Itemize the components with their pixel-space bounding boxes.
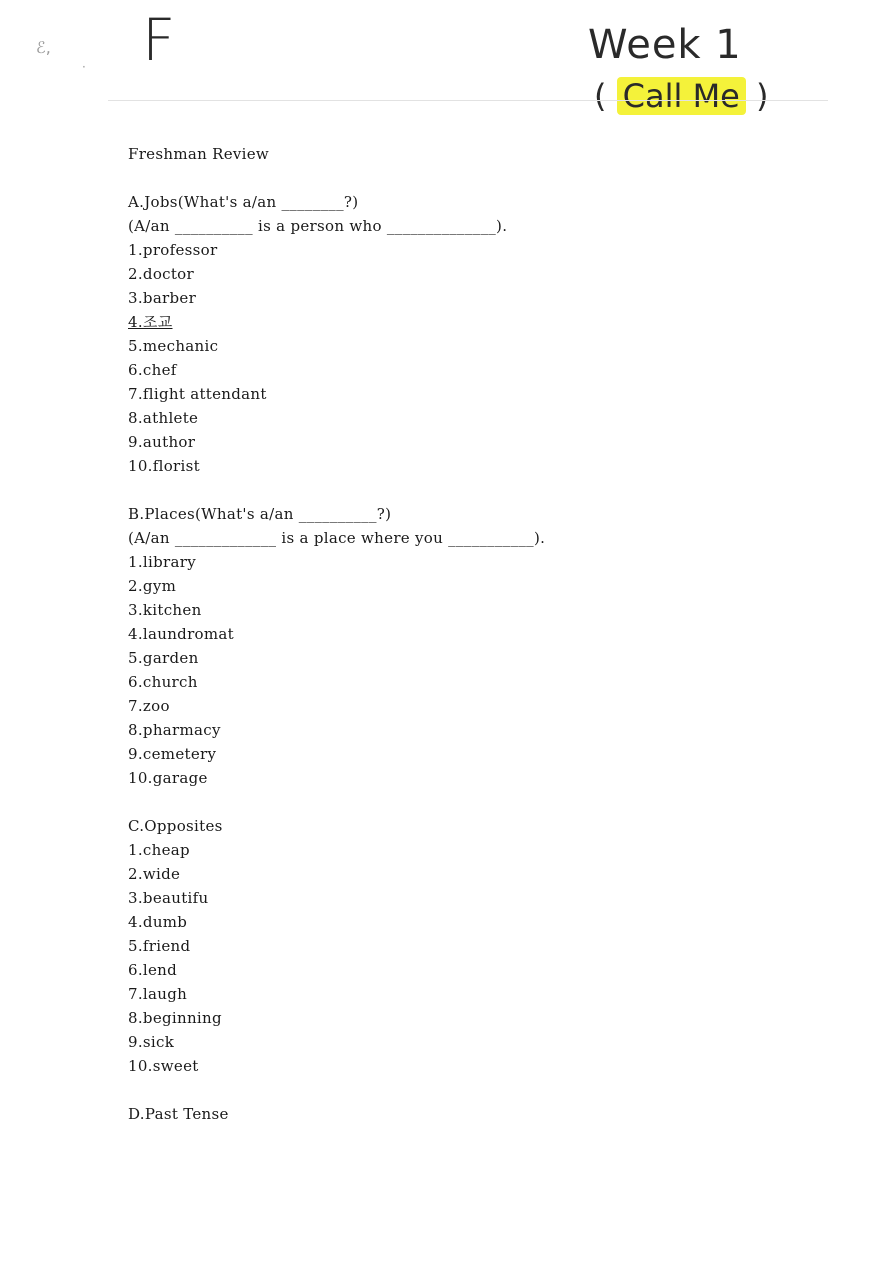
- list-item: 2.doctor: [128, 265, 194, 283]
- section-b-list: [128, 550, 828, 790]
- list-item: 3.barber: [128, 289, 197, 307]
- list-item: 9.author: [128, 433, 196, 451]
- list-item: 5.garden: [128, 649, 199, 667]
- scan-smudge-2: ·: [82, 60, 86, 74]
- section-b-prompt: (A/an _____________ is a place where you ___________).: [128, 529, 546, 547]
- list-item: 10.florist: [128, 457, 200, 475]
- handwritten-week: Week 1: [588, 22, 742, 68]
- list-item: 4.dumb: [128, 913, 188, 931]
- list-item: 4.조교: [128, 313, 173, 331]
- list-item: 10.sweet: [128, 1057, 199, 1075]
- section-a-prompt: (A/an __________ is a person who ______________).: [128, 217, 508, 235]
- list-item: 9.sick: [128, 1033, 175, 1051]
- list-item: 3.beautifu: [128, 889, 209, 907]
- list-item: 6.church: [128, 673, 198, 691]
- spacer: [128, 478, 828, 502]
- spacer: [128, 790, 828, 814]
- list-item: 7.flight attendant: [128, 385, 267, 403]
- section-a-heading: A.Jobs(What's a/an ________?): [128, 193, 359, 211]
- paren-open: (: [594, 77, 607, 115]
- list-item: 8.beginning: [128, 1009, 222, 1027]
- list-item: 7.zoo: [128, 697, 170, 715]
- list-item: 1.cheap: [128, 841, 190, 859]
- spacer: [128, 166, 828, 190]
- list-item: 6.lend: [128, 961, 178, 979]
- list-item: 1.professor: [128, 241, 218, 259]
- paren-close: ): [756, 77, 769, 115]
- list-item: 2.gym: [128, 577, 177, 595]
- highlighted-call-me: Call Me: [617, 77, 746, 115]
- spacer: [128, 1078, 828, 1102]
- list-item: 3.kitchen: [128, 601, 202, 619]
- section-b-heading: B.Places(What's a/an __________?): [128, 505, 392, 523]
- handwritten-call-me: [594, 76, 769, 116]
- list-item: 4.laundromat: [128, 625, 234, 643]
- section-c-heading: C.Opposites: [128, 817, 223, 835]
- list-item: 5.mechanic: [128, 337, 219, 355]
- list-item: 6.chef: [128, 361, 177, 379]
- handwritten-letter: F: [142, 6, 176, 74]
- scan-smudge: ℰ,: [36, 38, 51, 57]
- list-item: 9.cemetery: [128, 745, 217, 763]
- section-c-list: [128, 838, 828, 1078]
- list-item: 1.library: [128, 553, 196, 571]
- worksheet-body: [128, 142, 828, 1126]
- section-d-heading: D.Past Tense: [128, 1105, 229, 1123]
- header-divider: [108, 100, 828, 101]
- section-a-list: [128, 238, 828, 478]
- list-item: 8.pharmacy: [128, 721, 221, 739]
- list-item: 7.laugh: [128, 985, 188, 1003]
- list-item: 10.garage: [128, 769, 208, 787]
- list-item: 5.friend: [128, 937, 191, 955]
- list-item: 8.athlete: [128, 409, 199, 427]
- list-item: 2.wide: [128, 865, 181, 883]
- worksheet-title: Freshman Review: [128, 145, 270, 163]
